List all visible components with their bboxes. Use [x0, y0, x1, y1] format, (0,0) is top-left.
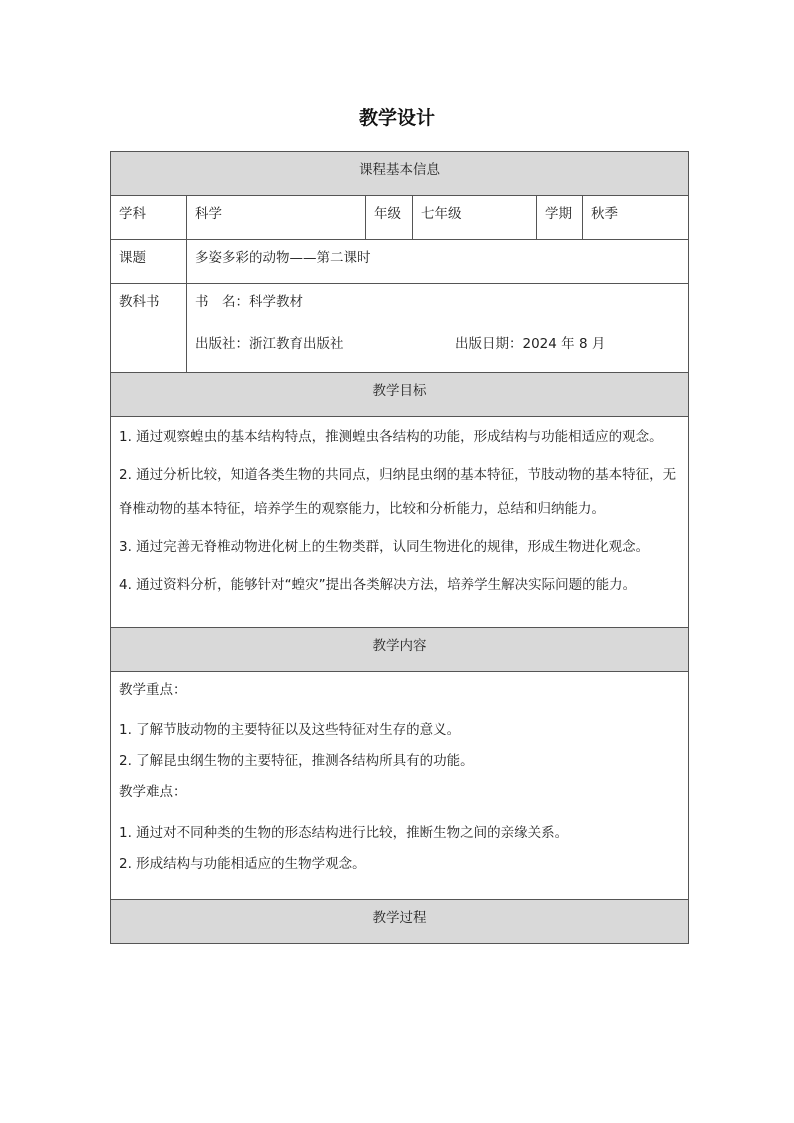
objective-item-1: 1. 通过观察蝗虫的基本结构特点，推测蝗虫各结构的功能，形成结构与功能相适应的观念。 — [119, 429, 663, 445]
difficult-point-2: 2. 形成结构与功能相适应的生物学观念。 — [119, 856, 366, 872]
topic-label: 课题 — [111, 240, 187, 284]
objective-item-2: 2. 通过分析比较，知道各类生物的共同点，归纳昆虫纲的基本特征，节肢动物的基本特征，无脊椎动物的基本特征，培养学生的观察能力，比较和分析能力，总结和归纳能力。 — [119, 467, 677, 517]
textbook-info — [187, 284, 689, 373]
publication-date: 出版日期：2024 年 8 月 — [455, 336, 606, 352]
objective-item-4: 4. 通过资料分析，能够针对“蝗灾”提出各类解决方法，培养学生解决实际问题的能力。 — [119, 577, 637, 593]
topic-value: 多姿多彩的动物——第二课时 — [187, 240, 689, 284]
textbook-label: 教科书 — [111, 284, 187, 373]
content-heading: 教学内容 — [111, 628, 689, 672]
basic-info-heading: 课程基本信息 — [111, 152, 689, 196]
difficult-points-label: 教学难点： — [119, 784, 187, 800]
content-body — [111, 672, 689, 900]
lesson-table — [110, 151, 689, 944]
key-points-label: 教学重点： — [119, 682, 187, 698]
key-point-2: 2. 了解昆虫纲生物的主要特征，推测各结构所具有的功能。 — [119, 753, 474, 769]
key-point-1: 1. 了解节肢动物的主要特征以及这些特征对生存的意义。 — [119, 722, 461, 738]
grade-label: 年级 — [366, 196, 413, 240]
objective-item-3: 3. 通过完善无脊椎动物进化树上的生物类群，认同生物进化的规律，形成生物进化观念。 — [119, 539, 650, 555]
publisher: 出版社：浙江教育出版社 — [195, 336, 344, 352]
publisher-line — [195, 334, 680, 354]
term-label: 学期 — [537, 196, 583, 240]
grade-value: 七年级 — [413, 196, 537, 240]
process-heading: 教学过程 — [111, 900, 689, 944]
subject-value: 科学 — [187, 196, 366, 240]
term-value: 秋季 — [583, 196, 689, 240]
book-name: 书 名：科学教材 — [195, 294, 303, 310]
objectives-heading: 教学目标 — [111, 373, 689, 417]
difficult-point-1: 1. 通过对不同种类的生物的形态结构进行比较，推断生物之间的亲缘关系。 — [119, 825, 569, 841]
objectives-list — [111, 417, 689, 628]
document-title: 教学设计 — [358, 107, 435, 129]
subject-label: 学科 — [111, 196, 187, 240]
